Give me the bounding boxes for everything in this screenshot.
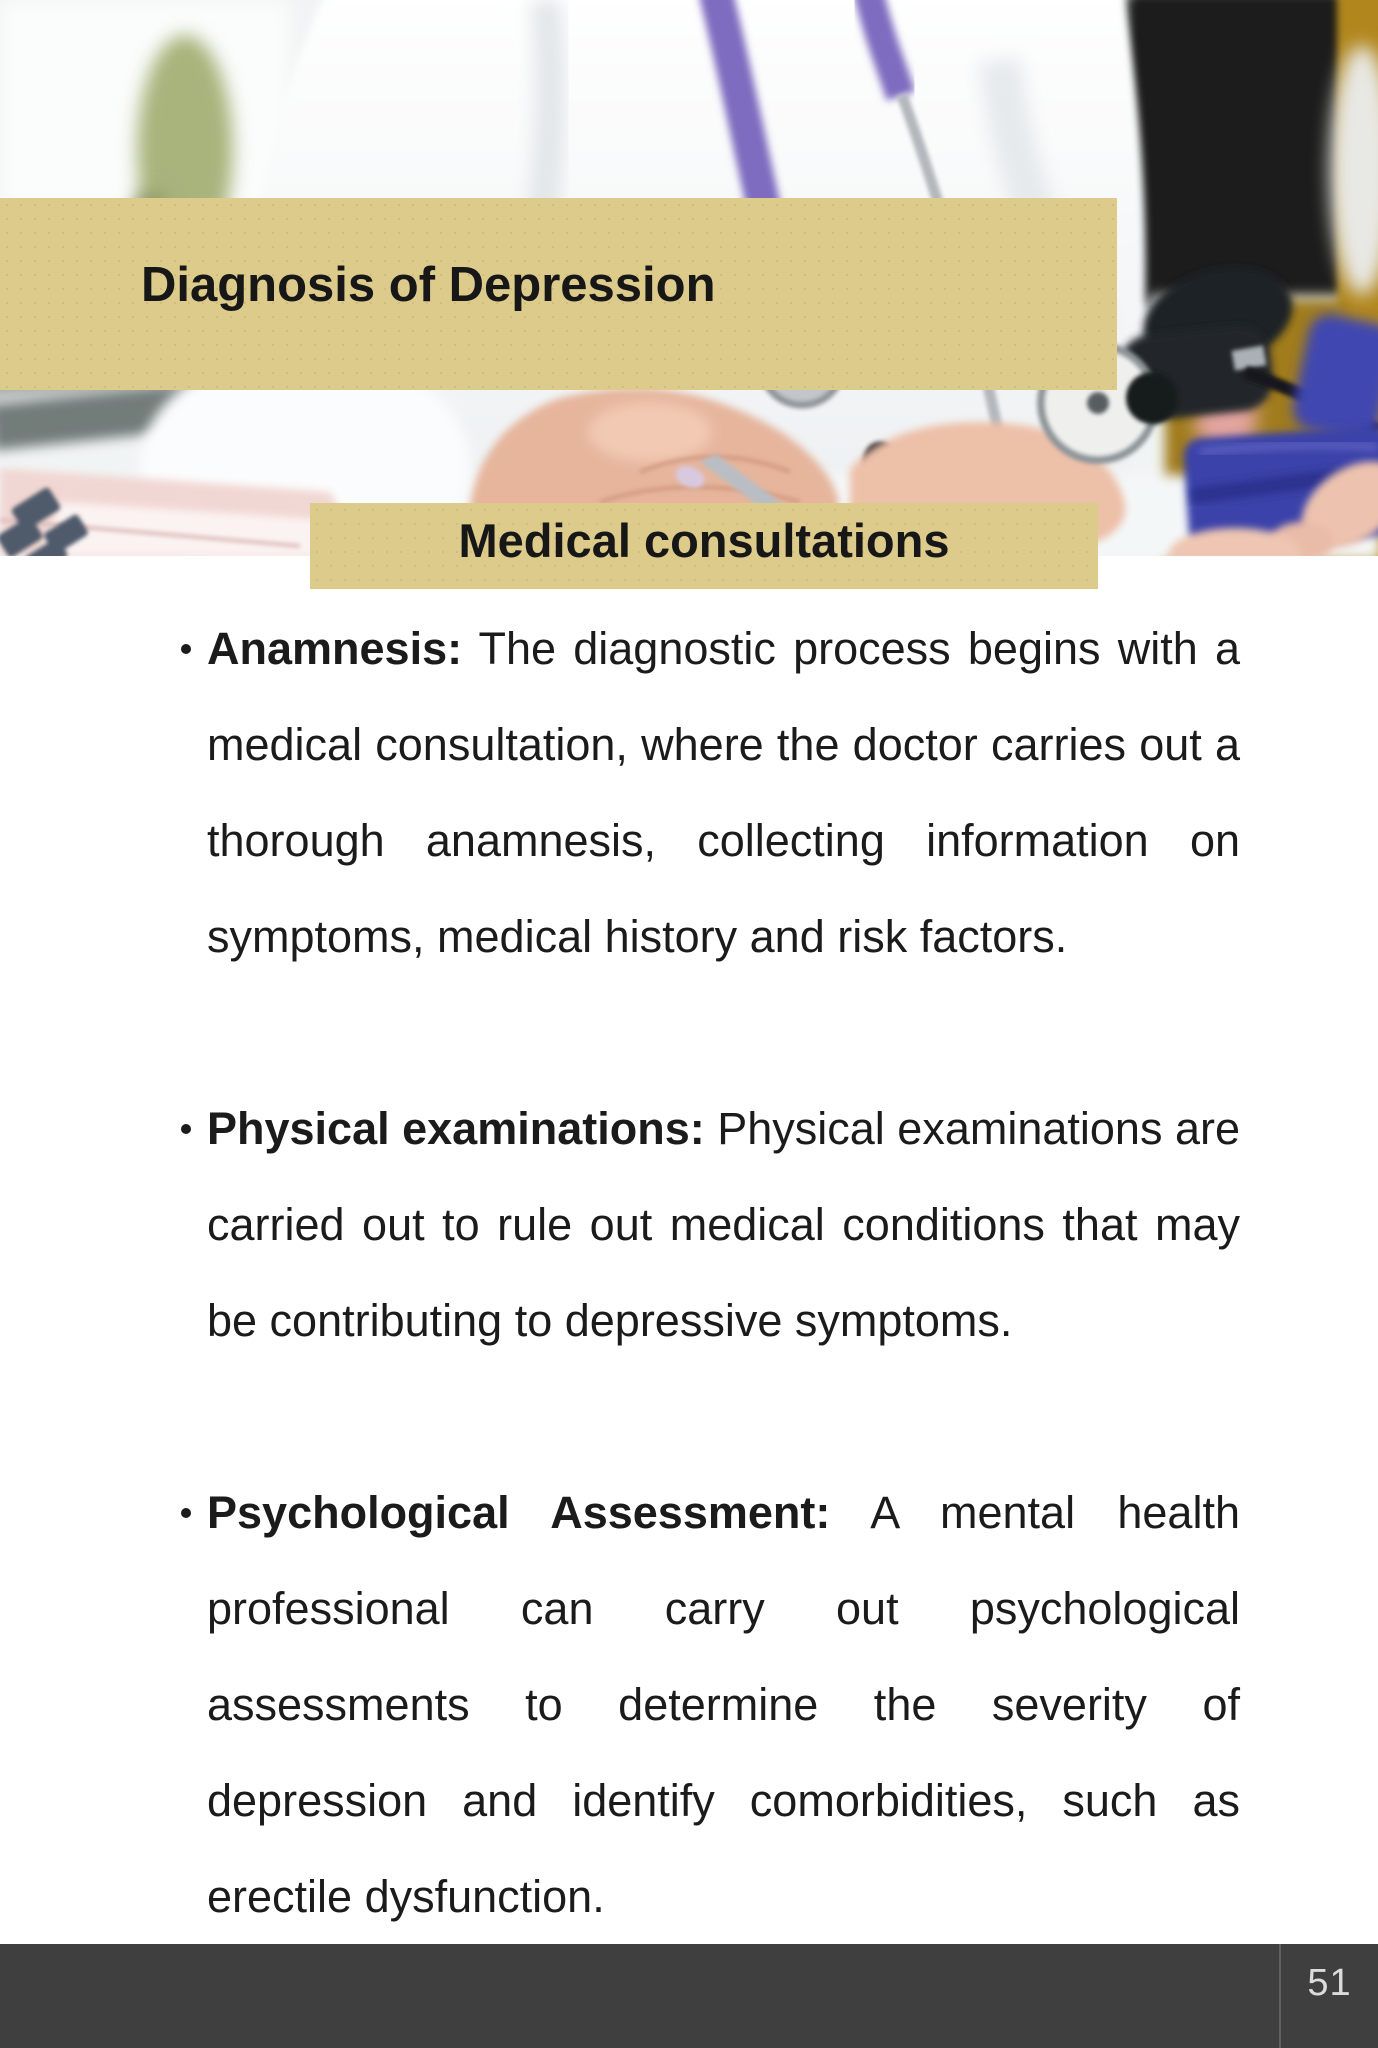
bullet-lead: Anamnesis: bbox=[207, 623, 463, 674]
bullet-item-physical-examinations bbox=[207, 1081, 1240, 1369]
bullet-dot bbox=[181, 644, 191, 654]
page-number: 51 bbox=[1307, 1962, 1352, 2004]
bullet-item-anamnesis bbox=[207, 601, 1240, 985]
section-title: Medical consultations bbox=[458, 513, 950, 567]
section-banner bbox=[310, 503, 1098, 589]
bullet-item-psychological-assessment bbox=[207, 1465, 1240, 1945]
bullet-text: The diagnostic process begins with a medical consultation, where the doctor carries out a thorough anamnesis, collecting information on symptoms, medical history and risk factors. bbox=[207, 623, 1240, 962]
bullet-dot bbox=[181, 1124, 191, 1134]
title-banner bbox=[0, 198, 1117, 390]
bullet-lead: Psychological Assessment: bbox=[207, 1487, 831, 1538]
bullet-lead: Physical examinations: bbox=[207, 1103, 705, 1154]
bullet-text: Physical examinations are carried out to rule out medical conditions that may be contributing to depressive symptoms. bbox=[207, 1103, 1240, 1346]
page-title: Diagnosis of Depression bbox=[141, 258, 716, 312]
bullet-text: A mental health professional can carry out psychological assessments to determine the severity of depression and identify comorbidities, such as erectile dysfunction. bbox=[207, 1487, 1240, 1922]
bullet-list bbox=[207, 601, 1240, 1945]
bullet-dot bbox=[181, 1508, 191, 1518]
footer-bar bbox=[0, 1944, 1378, 2048]
